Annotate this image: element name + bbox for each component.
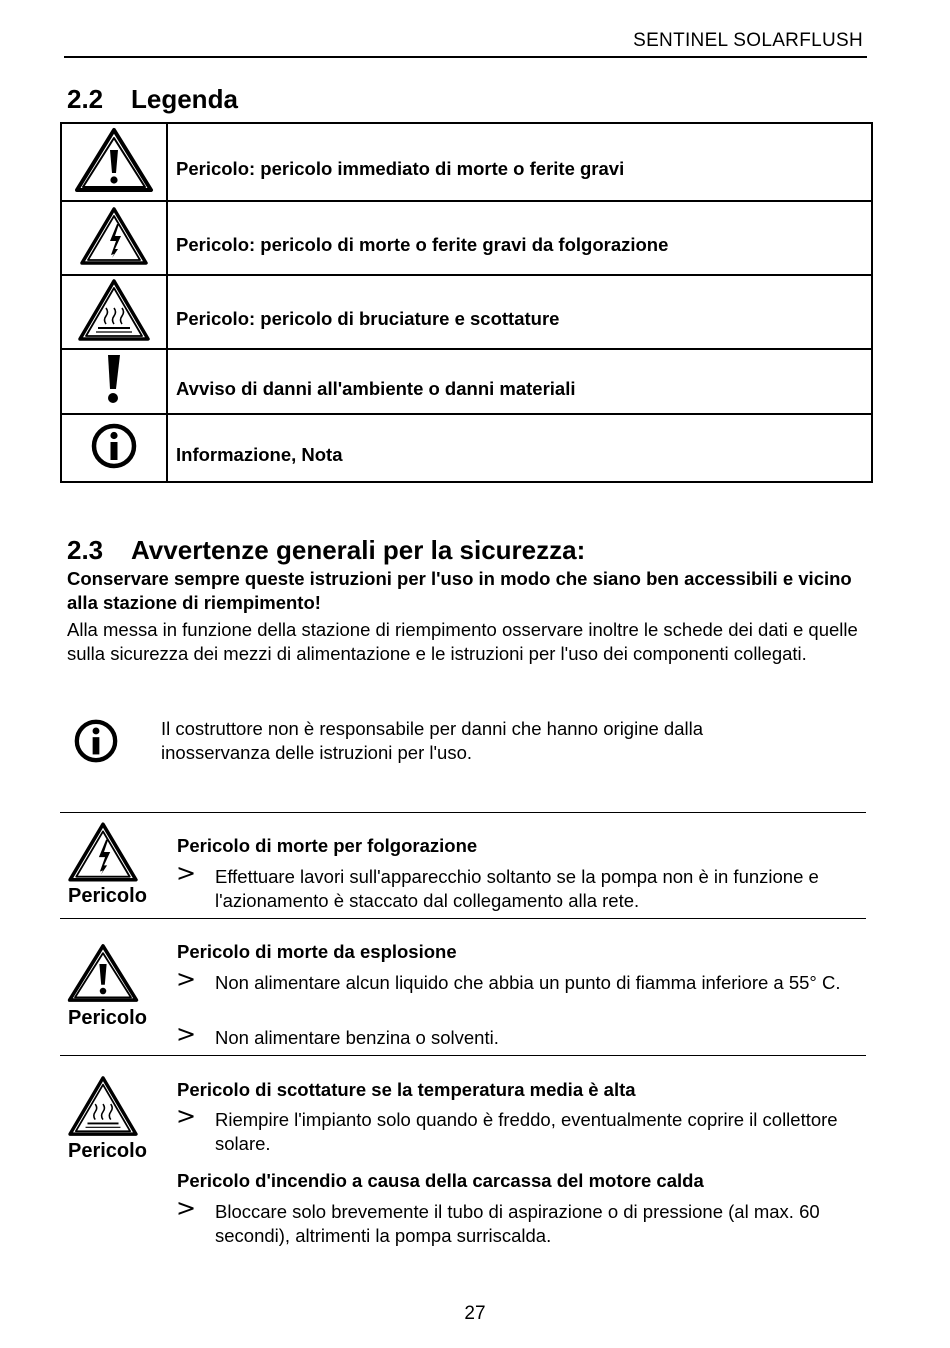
exclamation-mark-icon	[102, 353, 126, 405]
bullet-arrow: >	[176, 1194, 197, 1222]
bullet-text: Non alimentare alcun liquido che abbia un punto di fiamma inferiore a 55° C.	[215, 972, 841, 993]
safety-intro-text: Alla messa in funzione della stazione di riempimento osservare inoltre le schede dei dati e quelle sulla sicurezza dei mezzi di alimentazione e le istruzioni per l'uso dei componenti collegati.	[67, 619, 858, 664]
warning-bullet	[176, 965, 866, 995]
header-divider	[64, 56, 867, 58]
warning-title: Pericolo di scottature se la temperatura media è alta	[177, 1079, 636, 1100]
legend-row	[61, 275, 872, 349]
bullet-text: Bloccare solo brevemente il tubo di aspirazione o di pressione (al max. 60 secondi), altrimenti la pompa surriscalda.	[215, 1201, 820, 1246]
bullet-arrow: >	[176, 1020, 197, 1048]
divider	[60, 918, 866, 919]
safety-intro-bold: Conservare sempre queste istruzioni per l'uso in modo che siano ben accessibili e vicino alla stazione di riempimento!	[67, 568, 852, 613]
document-header-title: SENTINEL SOLARFLUSH	[633, 30, 863, 51]
warning-bullet	[176, 1194, 866, 1248]
warning-title: Pericolo di morte per folgorazione	[177, 835, 478, 856]
legend-row	[61, 414, 872, 482]
legend-text: Pericolo: pericolo immediato di morte o ferite gravi	[176, 158, 625, 179]
legend-row	[61, 201, 872, 275]
page-number: 27	[464, 1303, 486, 1324]
legend-text: Pericolo: pericolo di morte o ferite gravi da folgorazione	[176, 234, 669, 255]
divider	[60, 812, 866, 813]
legend-text: Avviso di danni all'ambiente o danni materiali	[176, 377, 576, 399]
divider	[60, 1055, 866, 1056]
bullet-text: Riempire l'impianto solo quando è freddo, eventualmente coprire il collettore solare.	[215, 1109, 838, 1154]
warning-bullet	[176, 1102, 866, 1156]
warning-exclamation-icon	[66, 941, 140, 1005]
info-note	[73, 718, 119, 769]
bullet-text: Non alimentare benzina o solventi.	[215, 1027, 499, 1048]
bullet-text: Effettuare lavori sull'apparecchio soltanto se la pompa non è in funzione e l'azionamento è staccato dal collegamento alla rete.	[215, 866, 819, 911]
electric-shock-icon	[78, 205, 150, 267]
section-title: Avvertenze generali per la sicurezza:	[131, 535, 586, 565]
warning-exclamation-icon	[73, 126, 155, 194]
warning-label: Pericolo	[68, 885, 147, 907]
section-heading-legend	[67, 84, 238, 115]
hot-surface-icon	[66, 1074, 140, 1138]
section-number: 2.2	[67, 84, 104, 114]
legend-text: Informazione, Nota	[176, 444, 343, 465]
legend-row	[61, 349, 872, 414]
section-number: 2.3	[67, 535, 104, 565]
legend-table	[60, 122, 873, 483]
warning-title: Pericolo di morte da esplosione	[177, 941, 457, 962]
warning-title: Pericolo d'incendio a causa della carcassa del motore calda	[177, 1170, 704, 1191]
legend-row	[61, 123, 872, 201]
info-icon	[73, 718, 119, 764]
bullet-arrow: >	[176, 859, 197, 887]
warning-bullet	[176, 1020, 866, 1050]
electric-shock-icon	[66, 820, 140, 884]
section-title: Legenda	[131, 84, 238, 114]
info-note-text: Il costruttore non è responsabile per danni che hanno origine dalla inosservanza delle istruzioni per l'uso.	[161, 718, 704, 763]
bullet-arrow: >	[176, 1102, 197, 1130]
info-icon	[90, 422, 138, 470]
warning-label: Pericolo	[68, 1140, 147, 1162]
hot-surface-icon	[76, 277, 152, 343]
warning-bullet	[176, 859, 866, 913]
section-heading-safety	[67, 535, 585, 566]
legend-text: Pericolo: pericolo di bruciature e scottature	[176, 308, 560, 329]
warning-label: Pericolo	[68, 1007, 147, 1029]
bullet-arrow: >	[176, 965, 197, 993]
